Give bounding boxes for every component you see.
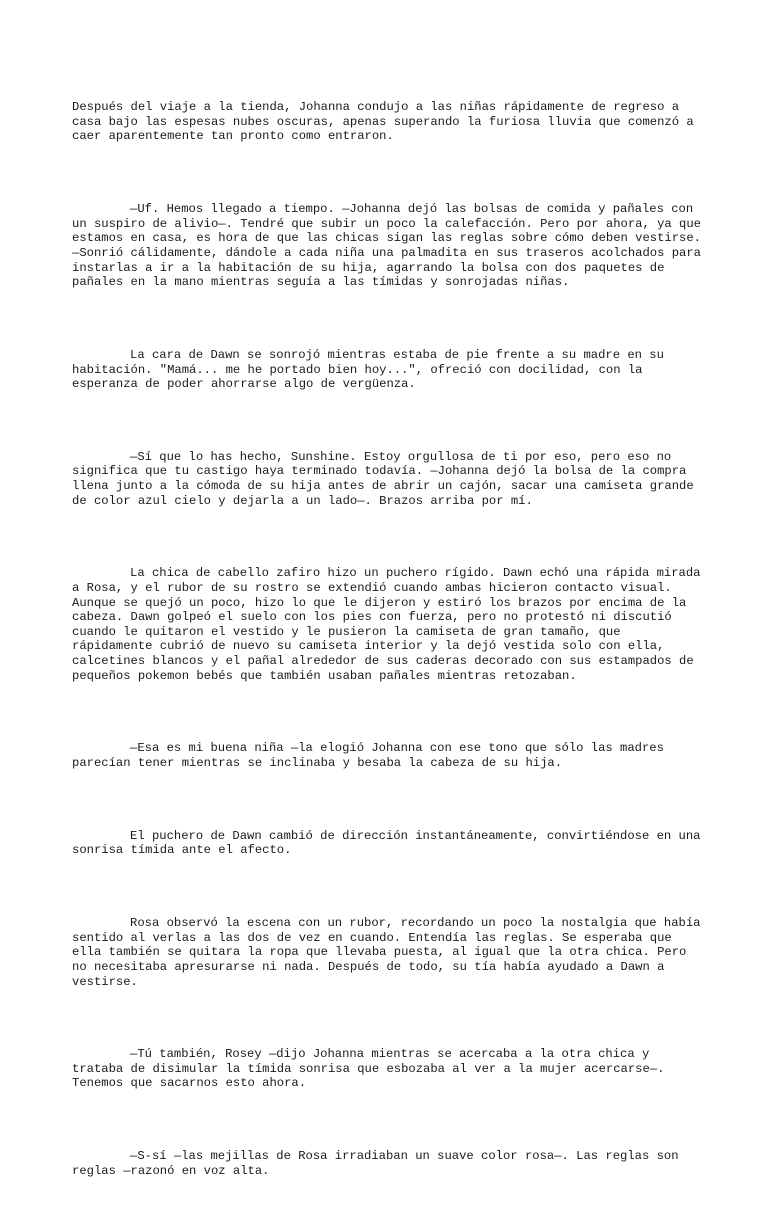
paragraph-4: —Sí que lo has hecho, Sunshine. Estoy orgullosa de ti por eso, pero eso no significa que tu castigo haya terminado todavía. —Johanna dejó la bolsa de la compra llena junto a la cómoda de su hija antes de abrir un cajón, sacar una camiseta grande de color azul cielo y dejarla a un lado—. Brazos arriba por mí.: [72, 449, 701, 508]
document-page: [72, 71, 709, 1222]
paragraph-3: La cara de Dawn se sonrojó mientras estaba de pie frente a su madre en su habitación. "Mamá... me he portado bien hoy...", ofreció con docilidad, con la esperanza de poder ahorrarse algo de vergüenza.: [72, 347, 672, 392]
paragraph-7: El puchero de Dawn cambió de dirección instantáneamente, convirtiéndose en una sonrisa tímida ante el afecto.: [72, 828, 708, 858]
paragraph-2: —Uf. Hemos llegado a tiempo. —Johanna dejó las bolsas de comida y pañales con un suspiro de alivio—. Tendré que subir un poco la calefacción. Pero por ahora, ya que estamos en casa, es hora de que las chicas sigan las reglas sobre cómo deben vestirse. —Sonrió cálidamente, dándole a cada niña una palmadita en sus traseros acolchados para instarlas a ir a la habitación de su hija, agarrando la bolsa con dos paquetes de pañales en la mano mientras seguía a las tímidas y sonrojadas niñas.: [72, 202, 709, 290]
paragraph-9: —Tú también, Rosey —dijo Johanna mientras se acercaba a la otra chica y trataba de disimular la tímida sonrisa que esbozaba al ver a la mujer acercarse—. Tenemos que sacarnos esto ahora.: [72, 1047, 672, 1091]
paragraph-10: —S-sí —las mejillas de Rosa irradiaban un suave color rosa—. Las reglas son reglas —razonó en voz alta.: [72, 1149, 686, 1178]
paragraph-8: Rosa observó la escena con un rubor, recordando un poco la nostalgia que había sentido al verlas a las dos de vez en cuando. Entendía las reglas. Se esperaba que ella también se quitara la ropa que llevaba puesta, al igual que la otra chica. Pero no necesitaba apresurarse ni nada. Después de todo, su tía había ayudado a Dawn a vestirse.: [72, 916, 708, 989]
paragraph-1: Después del viaje a la tienda, Johanna condujo a las niñas rápidamente de regreso a casa bajo las espesas nubes oscuras, apenas superando la furiosa lluvia que comenzó a caer aparentemente tan pronto como entraron.: [72, 100, 701, 144]
paragraph-6: —Esa es mi buena niña —la elogió Johanna con ese tono que sólo las madres parecían tener mientras se inclinaba y besaba la cabeza de su hija.: [72, 741, 672, 770]
paragraph-5: La chica de cabello zafiro hizo un puchero rígido. Dawn echó una rápida mirada a Rosa, y el rubor de su rostro se extendió cuando ambas hicieron contacto visual. Aunque se quejó un poco, hizo lo que le dijeron y estiró los brazos por encima de la cabeza. Dawn golpeó el suelo con los pies con fuerza, pero no protestó ni discutió cuando le quitaron el vestido y le pusieron la camiseta de gran tamaño, que rápidamente cubrió de nuevo su camiseta interior y la dejó vestida solo con ella, calcetines blancos y el pañal alrededor de sus caderas decorado con sus estampados de pequeños pokemon bebés que también usaban pañales mientras retozaban.: [72, 566, 708, 683]
